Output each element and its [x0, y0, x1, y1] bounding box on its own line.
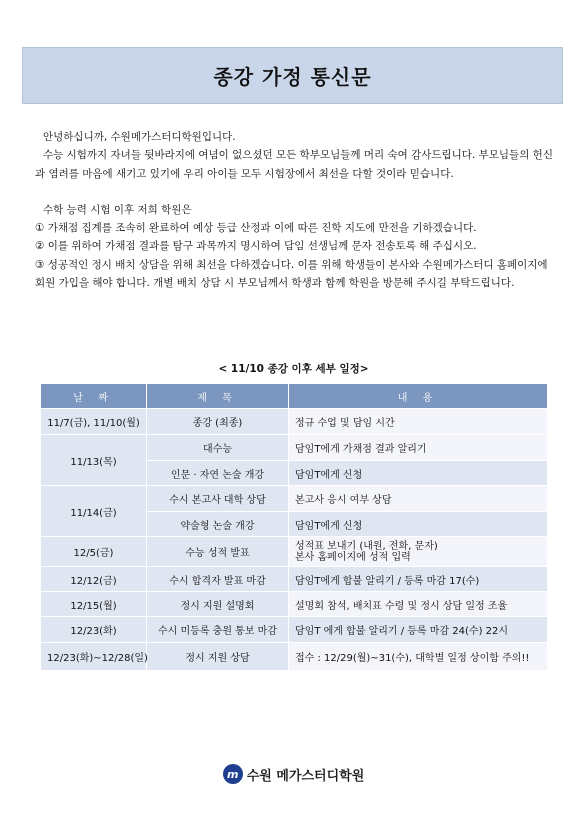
- cell-subject: 종강 (최종): [147, 409, 289, 435]
- cell-content: 담임T에게 합불 알리기 / 등록 마감 17(수): [289, 567, 548, 592]
- page-title: 종강 가정 통신문: [22, 47, 563, 104]
- schedule-title: < 11/10 종강 이후 세부 일정>: [218, 363, 369, 375]
- cell-date: 12/15(월): [41, 592, 147, 617]
- content-line: 본사 홈페이지에 성적 입력: [295, 551, 411, 563]
- letter-item-2: ② 이를 위하여 가채점 결과를 탐구 과목까지 명시하여 담임 선생님께 문자 전송토록 해 주십시오.: [35, 240, 477, 253]
- header-date: 날 짜: [41, 384, 147, 409]
- cell-date: 12/23(화)~12/28(일): [41, 643, 147, 671]
- letter-paragraph: 수능 시험까지 자녀들 뒷바라지에 여념이 없으셨던 모든 학부모님들께 머리 숙여 감사드립니다. 부모님들의 헌신과 염려를 마음에 새기고 있기에 우리 아이들 모두 시험장에서 최선을 다할 것이라 믿습니다.: [35, 149, 553, 180]
- table-row: [41, 567, 548, 592]
- cell-subject: 수능 성적 발표: [147, 537, 289, 567]
- academy-name: 수원 메가스터디학원: [246, 768, 365, 784]
- table-row: [41, 486, 548, 512]
- cell-content: 담임T 에게 합불 알리기 / 등록 마감 24(수) 22시: [289, 617, 548, 643]
- letter-intro: 수학 능력 시험 이후 저희 학원은: [43, 203, 192, 216]
- header-content: 내 용: [289, 384, 548, 409]
- cell-date: 11/14(금): [41, 486, 147, 537]
- content-line: 성적표 보내기 (내원, 전화, 문자): [295, 540, 438, 552]
- cell-subject: 약술형 논술 개강: [147, 512, 289, 537]
- cell-content: 본고사 응시 여부 상담: [289, 486, 548, 512]
- cell-subject: 수시 합격자 발표 마감: [147, 567, 289, 592]
- cell-subject: 수시 미등록 충원 통보 마감: [147, 617, 289, 643]
- cell-content: 담임T에게 신청: [289, 461, 548, 486]
- cell-subject: 수시 본고사 대학 상담: [147, 486, 289, 512]
- cell-date: 12/23(화): [41, 617, 147, 643]
- cell-content: 설명회 참석, 배치표 수령 및 정시 상담 일정 조율: [289, 592, 548, 617]
- table-row: [41, 435, 548, 461]
- table-row: [41, 592, 548, 617]
- cell-date: 11/13(목): [41, 435, 147, 486]
- cell-subject: 정시 지원 설명회: [147, 592, 289, 617]
- table-row: [41, 617, 548, 643]
- cell-date: 12/5(금): [41, 537, 147, 567]
- letter-item-1: ① 가채점 집계를 조속히 완료하여 예상 등급 산정과 이에 따른 진학 지도에 만전을 기하겠습니다.: [35, 222, 477, 235]
- footer-logo: [0, 760, 587, 788]
- table-row: [41, 537, 548, 567]
- cell-subject: 인문 · 자연 논술 개강: [147, 461, 289, 486]
- header-subject: 제 목: [147, 384, 289, 409]
- megastudy-logo-icon: m: [223, 764, 243, 784]
- table-row: [41, 643, 548, 671]
- greeting: 안녕하십니까, 수원메가스터디학원입니다.: [43, 131, 236, 143]
- cell-date: 11/7(금), 11/10(월): [41, 409, 147, 435]
- schedule-table: [40, 383, 548, 671]
- letter-item-3: ③ 성공적인 정시 배치 상담을 위해 최선을 다하겠습니다. 이를 위해 학생들이 본사와 수원메가스터디 홈페이지에 회원 가입을 해야 합니다. 개별 배치 상담 시 부모님께서 학생과 함께 학원을 방문해 주시길 부탁드립니다.: [35, 258, 548, 290]
- cell-date: 12/12(금): [41, 567, 147, 592]
- cell-content: 접수 : 12/29(월)~31(수), 대학별 일정 상이함 주의!!: [289, 643, 548, 671]
- cell-content: 담임T에게 신청: [289, 512, 548, 537]
- cell-subject: 대수능: [147, 435, 289, 461]
- table-header-row: [41, 384, 548, 409]
- cell-content: 담임T에게 가채점 결과 알리기: [289, 435, 548, 461]
- cell-content: 정규 수업 및 담임 시간: [289, 409, 548, 435]
- letter-body: [35, 128, 555, 292]
- table-row: [41, 409, 548, 435]
- cell-subject: 정시 지원 상담: [147, 643, 289, 671]
- cell-content: [289, 537, 548, 567]
